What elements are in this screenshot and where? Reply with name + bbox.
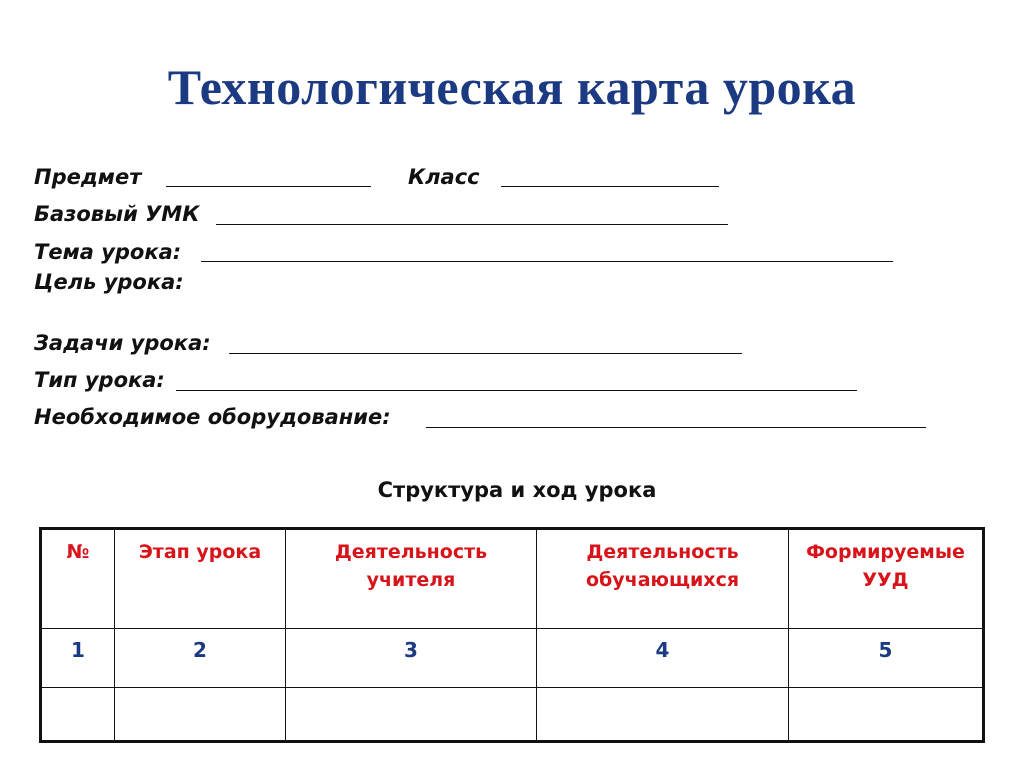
number-cell-4: 4 [537,629,789,688]
header-cell-teacher-activity: Деятельность учителя [286,529,537,629]
table-header-row [41,529,984,629]
equipment-label: Необходимое оборудование: [34,405,391,429]
header-cell-number: № [41,529,115,629]
lesson-structure-table [39,527,985,743]
grade-label: Класс [408,165,480,189]
subject-label: Предмет [34,165,142,189]
number-cell-1: 1 [41,629,115,688]
goal-label: Цель урока: [34,270,184,294]
grade-field-line[interactable] [501,186,719,187]
number-cell-5: 5 [789,629,984,688]
table-row-empty [41,688,984,742]
type-label: Тип урока: [34,368,165,392]
equipment-field-line[interactable] [426,427,926,428]
tasks-label: Задачи урока: [34,331,211,355]
number-cell-2: 2 [115,629,286,688]
structure-heading: Структура и ход урока [377,478,657,502]
empty-cell-5[interactable] [789,688,984,742]
header-cell-stage: Этап урока [115,529,286,629]
subject-field-line[interactable] [166,186,371,187]
empty-cell-2[interactable] [115,688,286,742]
table-row-numbers [41,629,984,688]
empty-cell-4[interactable] [537,688,789,742]
type-field-line[interactable] [176,390,857,391]
number-cell-3: 3 [286,629,537,688]
empty-cell-3[interactable] [286,688,537,742]
empty-cell-1[interactable] [41,688,115,742]
umk-field-line[interactable] [216,224,728,225]
header-cell-uud: Формируемые УУД [789,529,984,629]
umk-label: Базовый УМК [34,202,200,226]
topic-field-line[interactable] [201,261,893,262]
topic-label: Тема урока: [34,240,182,264]
page-title: Технологическая карта урока [167,59,857,115]
tasks-field-line[interactable] [229,353,742,354]
header-cell-student-activity: Деятельность обучающихся [537,529,789,629]
